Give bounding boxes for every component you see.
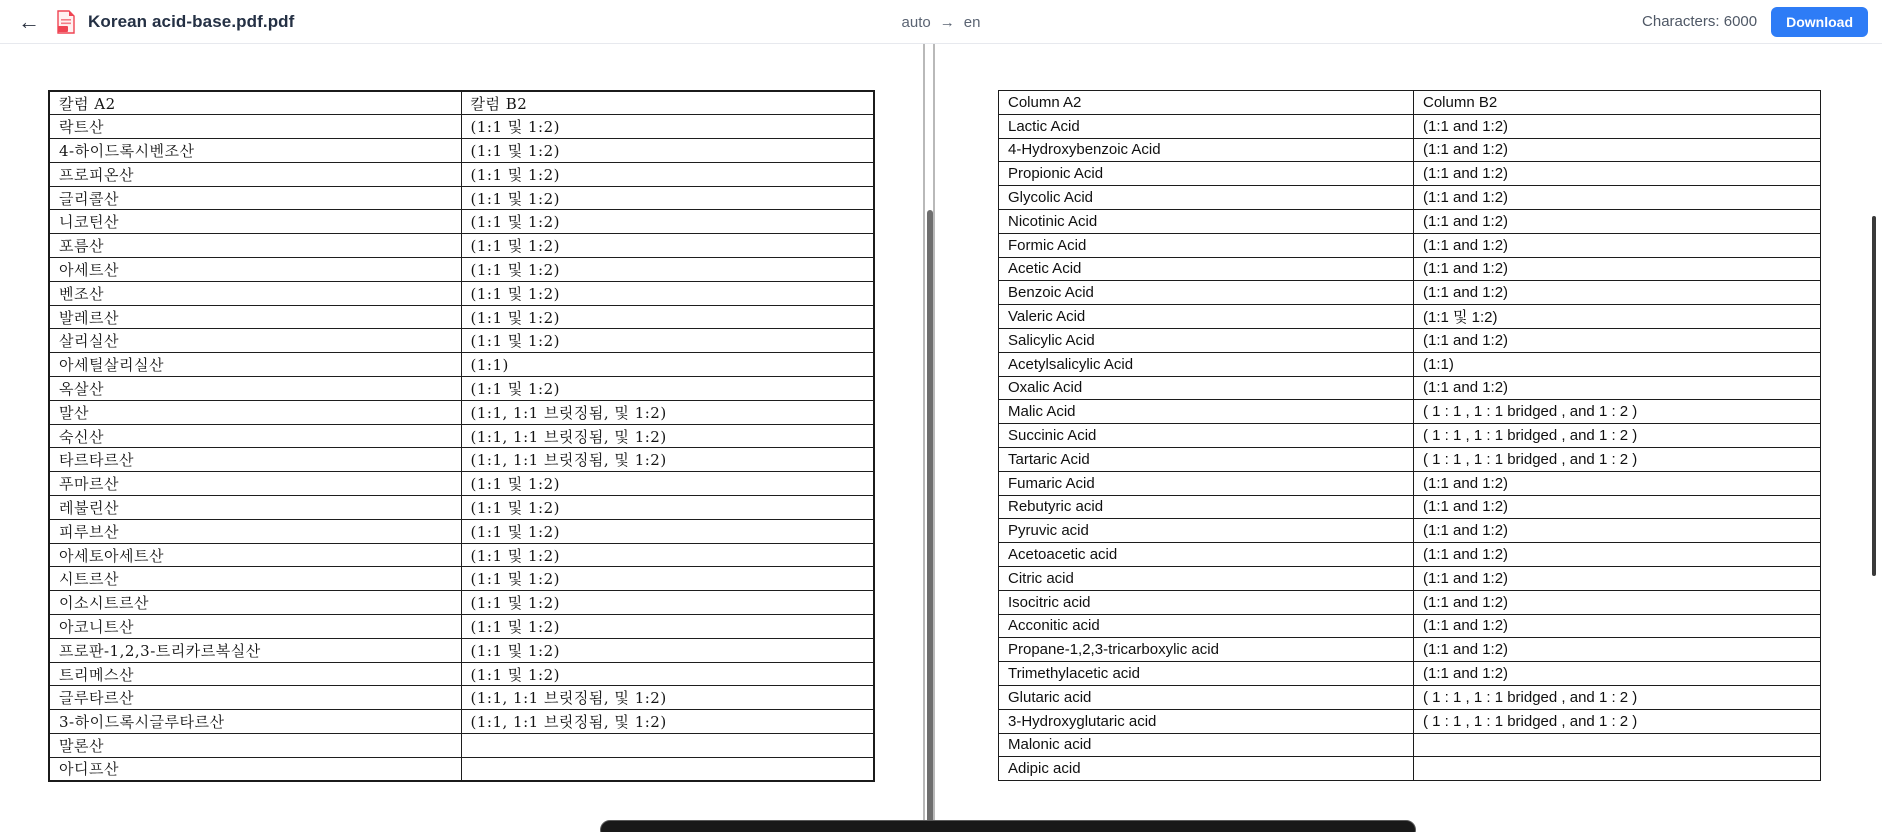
- table-header-row: [999, 91, 1821, 115]
- table-cell: (1:1 and 1:2): [1414, 138, 1821, 162]
- table-cell: (1:1 및 1:2): [461, 496, 874, 520]
- table-cell: (1:1 and 1:2): [1414, 495, 1821, 519]
- table-cell: 타르타르산: [49, 448, 461, 472]
- table-cell: Succinic Acid: [999, 424, 1414, 448]
- translated-document-pane: [935, 44, 1882, 832]
- table-cell: (1:1 and 1:2): [1414, 209, 1821, 233]
- table-row: [49, 162, 874, 186]
- table-row: [49, 210, 874, 234]
- header-right: [1642, 7, 1868, 37]
- table-row: [49, 734, 874, 758]
- table-cell: (1:1 및 1:2): [461, 543, 874, 567]
- table-cell: (1:1 and 1:2): [1414, 162, 1821, 186]
- table-cell: (1:1 and 1:2): [1414, 376, 1821, 400]
- table-cell: (1:1 and 1:2): [1414, 519, 1821, 543]
- table-cell: (1:1 및 1:2): [461, 186, 874, 210]
- table-row: [49, 519, 874, 543]
- table-row: [999, 662, 1821, 686]
- table-cell: 프로피온산: [49, 162, 461, 186]
- download-button[interactable]: Download: [1771, 7, 1868, 37]
- table-cell: Acetoacetic acid: [999, 543, 1414, 567]
- source-language-label: auto: [901, 13, 931, 31]
- table-cell: (1:1 및 1:2): [461, 519, 874, 543]
- table-cell: 숙신산: [49, 424, 461, 448]
- table-cell: 글리콜산: [49, 186, 461, 210]
- table-cell: Formic Acid: [999, 233, 1414, 257]
- table-cell: ( 1 : 1 , 1 : 1 bridged , and 1 : 2 ): [1414, 447, 1821, 471]
- table-row: [999, 281, 1821, 305]
- table-row: [49, 234, 874, 258]
- table-cell: Propionic Acid: [999, 162, 1414, 186]
- table-cell: (1:1 and 1:2): [1414, 614, 1821, 638]
- scrollbar-thumb[interactable]: [927, 210, 933, 832]
- table-cell: 레불린산: [49, 496, 461, 520]
- table-row: [49, 281, 874, 305]
- table-cell: Lactic Acid: [999, 114, 1414, 138]
- table-cell: 아세토아세트산: [49, 543, 461, 567]
- table-row: [49, 258, 874, 282]
- table-row: [999, 209, 1821, 233]
- table-cell: (1:1 및 1:2): [461, 139, 874, 163]
- table-cell: Trimethylacetic acid: [999, 662, 1414, 686]
- table-cell: (1:1): [1414, 352, 1821, 376]
- table-cell: 시트르산: [49, 567, 461, 591]
- table-cell: 말산: [49, 400, 461, 424]
- table-row: [999, 376, 1821, 400]
- table-cell: (1:1 and 1:2): [1414, 257, 1821, 281]
- table-cell: Rebutyric acid: [999, 495, 1414, 519]
- table-cell: Acconitic acid: [999, 614, 1414, 638]
- table-cell: 아세트산: [49, 258, 461, 282]
- table-row: [999, 709, 1821, 733]
- document-title: Korean acid-base.pdf.pdf: [88, 11, 295, 31]
- table-cell: Acetylsalicylic Acid: [999, 352, 1414, 376]
- table-row: [49, 615, 874, 639]
- table-cell: [461, 734, 874, 758]
- source-document-pane: [0, 44, 923, 832]
- table-cell: 말론산: [49, 734, 461, 758]
- table-cell: Citric acid: [999, 566, 1414, 590]
- table-cell: (1:1 and 1:2): [1414, 638, 1821, 662]
- table-header-cell: 칼럼 B2: [461, 91, 874, 115]
- table-row: [999, 305, 1821, 329]
- table-cell: Malonic acid: [999, 733, 1414, 757]
- table-row: [999, 162, 1821, 186]
- table-cell: (1:1 and 1:2): [1414, 566, 1821, 590]
- table-cell: ( 1 : 1 , 1 : 1 bridged , and 1 : 2 ): [1414, 709, 1821, 733]
- table-row: [999, 233, 1821, 257]
- table-cell: Acetic Acid: [999, 257, 1414, 281]
- table-row: [49, 139, 874, 163]
- table-cell: 아디프산: [49, 757, 461, 781]
- table-row: [49, 638, 874, 662]
- table-cell: 3-Hydroxyglutaric acid: [999, 709, 1414, 733]
- table-cell: (1:1 및 1:2): [461, 591, 874, 615]
- table-cell: 살리실산: [49, 329, 461, 353]
- table-row: [999, 186, 1821, 210]
- table-cell: Pyruvic acid: [999, 519, 1414, 543]
- table-cell: 3-하이드록시글루타르산: [49, 710, 461, 734]
- table-header-cell: 칼럼 A2: [49, 91, 461, 115]
- table-cell: (1:1, 1:1 브릿징됨, 및 1:2): [461, 686, 874, 710]
- table-cell: 포름산: [49, 234, 461, 258]
- pane-divider: [923, 44, 935, 832]
- table-row: [49, 757, 874, 781]
- table-row: [999, 400, 1821, 424]
- table-cell: Benzoic Acid: [999, 281, 1414, 305]
- table-row: [999, 614, 1821, 638]
- table-cell: 4-하이드록시벤조산: [49, 139, 461, 163]
- table-cell: Glycolic Acid: [999, 186, 1414, 210]
- bottom-toolbar[interactable]: [600, 820, 1416, 832]
- table-row: [49, 686, 874, 710]
- table-cell: Malic Acid: [999, 400, 1414, 424]
- table-row: [49, 305, 874, 329]
- table-cell: (1:1 및 1:2): [461, 210, 874, 234]
- table-cell: (1:1 and 1:2): [1414, 662, 1821, 686]
- table-cell: Fumaric Acid: [999, 471, 1414, 495]
- table-cell: (1:1 and 1:2): [1414, 186, 1821, 210]
- table-cell: (1:1 and 1:2): [1414, 543, 1821, 567]
- table-cell: Glutaric acid: [999, 685, 1414, 709]
- table-cell: (1:1 and 1:2): [1414, 114, 1821, 138]
- table-row: [49, 543, 874, 567]
- table-row: [999, 352, 1821, 376]
- table-row: [49, 662, 874, 686]
- table-cell: ( 1 : 1 , 1 : 1 bridged , and 1 : 2 ): [1414, 400, 1821, 424]
- table-row: [999, 685, 1821, 709]
- source-table: [48, 90, 875, 782]
- table-cell: 프로판-1,2,3-트리카르복실산: [49, 638, 461, 662]
- table-row: [49, 353, 874, 377]
- table-cell: 니코틴산: [49, 210, 461, 234]
- table-cell: (1:1 및 1:2): [461, 305, 874, 329]
- table-row: [49, 591, 874, 615]
- table-row: [999, 519, 1821, 543]
- table-cell: 아코니트산: [49, 615, 461, 639]
- header-left: [14, 9, 294, 35]
- table-cell: (1:1, 1:1 브릿징됨, 및 1:2): [461, 448, 874, 472]
- language-pair: [902, 0, 981, 44]
- table-row: [999, 733, 1821, 757]
- table-cell: (1:1 및 1:2): [461, 115, 874, 139]
- app-header: [0, 0, 1882, 44]
- table-row: [999, 424, 1821, 448]
- table-row: [49, 448, 874, 472]
- table-cell: (1:1 및 1:2): [461, 567, 874, 591]
- table-cell: (1:1 및 1:2): [461, 615, 874, 639]
- table-cell: [1414, 733, 1821, 757]
- translated-table: [998, 90, 1821, 781]
- table-row: [999, 495, 1821, 519]
- table-row: [49, 186, 874, 210]
- character-count: Characters: 6000: [1642, 13, 1758, 30]
- table-cell: 트리메스산: [49, 662, 461, 686]
- table-row: [49, 496, 874, 520]
- table-cell: 4-Hydroxybenzoic Acid: [999, 138, 1414, 162]
- table-cell: 벤조산: [49, 281, 461, 305]
- table-cell: (1:1 and 1:2): [1414, 590, 1821, 614]
- table-cell: ( 1 : 1 , 1 : 1 bridged , and 1 : 2 ): [1414, 424, 1821, 448]
- table-row: [999, 471, 1821, 495]
- table-cell: (1:1 및 1:2): [461, 162, 874, 186]
- pdf-file-icon: [56, 10, 76, 34]
- table-cell: 발레르산: [49, 305, 461, 329]
- table-cell: (1:1 및 1:2): [461, 662, 874, 686]
- table-row: [49, 329, 874, 353]
- table-cell: (1:1 and 1:2): [1414, 281, 1821, 305]
- table-cell: Oxalic Acid: [999, 376, 1414, 400]
- target-language-label: en: [963, 13, 981, 31]
- table-row: [49, 710, 874, 734]
- table-row: [49, 424, 874, 448]
- table-cell: 이소시트르산: [49, 591, 461, 615]
- table-cell: 글루타르산: [49, 686, 461, 710]
- table-cell: (1:1, 1:1 브릿징됨, 및 1:2): [461, 424, 874, 448]
- table-cell: (1:1 및 1:2): [461, 638, 874, 662]
- table-cell: Propane-1,2,3-tricarboxylic acid: [999, 638, 1414, 662]
- table-cell: (1:1 and 1:2): [1414, 328, 1821, 352]
- table-cell: [461, 757, 874, 781]
- table-row: [999, 447, 1821, 471]
- table-cell: (1:1 및 1:2): [461, 472, 874, 496]
- table-row: [999, 543, 1821, 567]
- arrow-right-icon: →: [939, 13, 955, 31]
- table-cell: (1:1 및 1:2): [461, 234, 874, 258]
- table-row: [999, 757, 1821, 781]
- table-row: [999, 590, 1821, 614]
- table-cell: (1:1 and 1:2): [1414, 471, 1821, 495]
- table-cell: Adipic acid: [999, 757, 1414, 781]
- table-cell: (1:1 및 1:2): [461, 258, 874, 282]
- table-cell: (1:1, 1:1 브릿징됨, 및 1:2): [461, 400, 874, 424]
- table-cell: 푸마르산: [49, 472, 461, 496]
- table-cell: ( 1 : 1 , 1 : 1 bridged , and 1 : 2 ): [1414, 685, 1821, 709]
- document-compare-view: [0, 44, 1882, 832]
- table-header-cell: Column B2: [1414, 91, 1821, 115]
- table-row: [999, 638, 1821, 662]
- table-row: [49, 115, 874, 139]
- table-cell: (1:1 and 1:2): [1414, 233, 1821, 257]
- table-cell: 옥살산: [49, 377, 461, 401]
- table-cell: (1:1 및 1:2): [1414, 305, 1821, 329]
- table-cell: (1:1 및 1:2): [461, 281, 874, 305]
- scan-edge-artifact: [1872, 216, 1876, 576]
- table-cell: Nicotinic Acid: [999, 209, 1414, 233]
- table-row: [999, 328, 1821, 352]
- table-cell: Salicylic Acid: [999, 328, 1414, 352]
- table-row: [49, 567, 874, 591]
- table-row: [49, 472, 874, 496]
- table-cell: Tartaric Acid: [999, 447, 1414, 471]
- table-row: [999, 257, 1821, 281]
- table-cell: 락트산: [49, 115, 461, 139]
- table-row: [49, 377, 874, 401]
- table-cell: Isocitric acid: [999, 590, 1414, 614]
- table-cell: (1:1): [461, 353, 874, 377]
- back-button[interactable]: ←: [14, 9, 44, 35]
- table-header-row: [49, 91, 874, 115]
- table-cell: (1:1, 1:1 브릿징됨, 및 1:2): [461, 710, 874, 734]
- table-cell: [1414, 757, 1821, 781]
- table-row: [999, 114, 1821, 138]
- table-cell: (1:1 및 1:2): [461, 377, 874, 401]
- table-cell: 피루브산: [49, 519, 461, 543]
- table-row: [49, 400, 874, 424]
- table-header-cell: Column A2: [999, 91, 1414, 115]
- table-row: [999, 566, 1821, 590]
- table-cell: Valeric Acid: [999, 305, 1414, 329]
- table-cell: 아세틸살리실산: [49, 353, 461, 377]
- table-cell: (1:1 및 1:2): [461, 329, 874, 353]
- table-row: [999, 138, 1821, 162]
